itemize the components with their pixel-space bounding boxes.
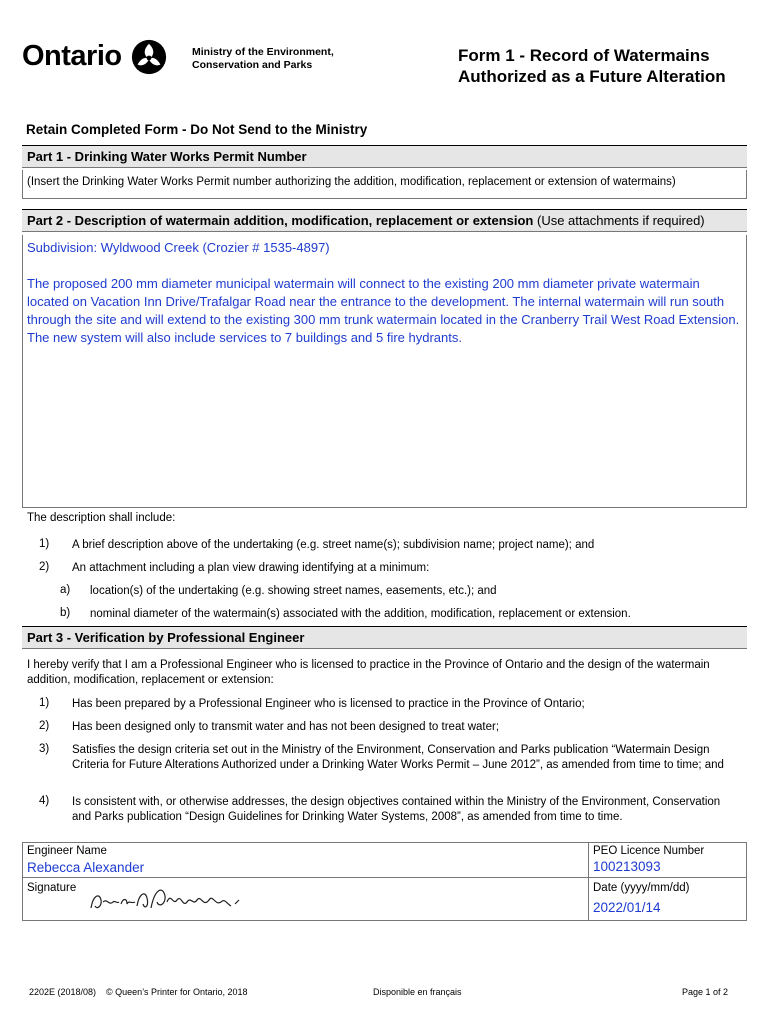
date-label: Date (yyyy/mm/dd) bbox=[593, 882, 690, 894]
signature-label: Signature bbox=[27, 882, 77, 894]
signature-cell[interactable] bbox=[22, 877, 589, 921]
part2-heading-note: (Use attachments if required) bbox=[537, 213, 705, 228]
part1-heading-text: Part 1 - Drinking Water Works Permit Number bbox=[27, 149, 307, 164]
part2-subitem-a-text: location(s) of the undertaking (e.g. showing street names, easements, etc.); and bbox=[90, 585, 497, 597]
engineer-name-value: Rebecca Alexander bbox=[27, 860, 145, 875]
part3-item-2-text: Has been designed only to transmit water and has not been designed to treat water; bbox=[72, 721, 500, 733]
part2-item-1-text: A brief description above of the undertaking (e.g. street name(s); subdivision name; project name); and bbox=[72, 539, 595, 551]
engineer-name-cell[interactable] bbox=[22, 842, 589, 878]
footer-form-code: 2202E (2018/08) bbox=[29, 987, 97, 997]
part2-subitem-a-number: a) bbox=[60, 584, 71, 596]
footer-page-number: Page 1 of 2 bbox=[682, 987, 729, 997]
shall-include-label: The description shall include: bbox=[27, 512, 176, 524]
part2-subitem-b-text: nominal diameter of the watermain(s) associated with the addition, modification, replacement or extension. bbox=[90, 608, 631, 620]
part3-heading bbox=[22, 626, 747, 649]
part3-item-4-number: 4) bbox=[39, 795, 50, 807]
form-title-line-2: Authorized as a Future Alteration bbox=[458, 67, 726, 86]
part3-heading-text: Part 3 - Verification by Professional Engineer bbox=[27, 630, 305, 645]
subdivision-text: Subdivision: Wyldwood Creek (Crozier # 1535-4897) bbox=[27, 240, 330, 255]
ministry-line-2: Conservation and Parks bbox=[192, 59, 313, 71]
footer-copyright: © Queen’s Printer for Ontario, 2018 bbox=[106, 987, 248, 997]
ontario-logo-text: Ontario bbox=[22, 40, 122, 72]
signature-image bbox=[85, 882, 255, 918]
footer-french: Disponible en français bbox=[373, 987, 462, 997]
part2-item-1-number: 1) bbox=[39, 538, 50, 550]
part3-intro: I hereby verify that I am a Professional Engineer who is licensed to practice in the Province of Ontario and the design of the watermain addition, modification, replacement or extension: bbox=[27, 659, 710, 686]
form-title-line-1: Form 1 - Record of Watermains bbox=[458, 46, 710, 65]
peo-licence-label: PEO Licence Number bbox=[593, 845, 705, 857]
part3-item-2-number: 2) bbox=[39, 720, 50, 732]
retain-notice: Retain Completed Form - Do Not Send to the Ministry bbox=[26, 122, 368, 137]
peo-licence-cell[interactable] bbox=[588, 842, 747, 878]
part3-item-3-text: Satisfies the design criteria set out in the Ministry of the Environment, Conservation and Parks publication “Watermain Design Criteria for Future Alterations Authorized under a Drinking Water Works Permit – June 2012”, as amended from time to time; and bbox=[72, 744, 724, 771]
part3-item-1-text: Has been prepared by a Professional Engineer who is licensed to practice in the Province of Ontario; bbox=[72, 698, 585, 710]
peo-licence-value: 100213093 bbox=[593, 859, 661, 874]
part2-heading bbox=[22, 209, 747, 232]
form-title bbox=[458, 45, 726, 87]
part2-item-2-number: 2) bbox=[39, 561, 50, 573]
trillium-logo-icon bbox=[130, 38, 168, 76]
part2-subitem-b-number: b) bbox=[60, 607, 71, 619]
part2-item-2-text: An attachment including a plan view drawing identifying at a minimum: bbox=[72, 562, 430, 574]
part3-item-1-number: 1) bbox=[39, 697, 50, 709]
date-cell[interactable] bbox=[588, 877, 747, 921]
part3-item-3-number: 3) bbox=[39, 743, 50, 755]
ministry-name bbox=[192, 46, 334, 72]
part3-item-4-text: Is consistent with, or otherwise addresses, the design objectives contained within the Ministry of the Environment, Conservation and Parks publication “Design Guidelines for Drinking Water Systems, 2008”, as amended from time to time. bbox=[72, 796, 721, 823]
part1-instruction: (Insert the Drinking Water Works Permit number authorizing the addition, modification, replacement or extension of watermains) bbox=[27, 176, 676, 188]
ministry-line-1: Ministry of the Environment, bbox=[192, 46, 334, 58]
date-value: 2022/01/14 bbox=[593, 900, 661, 915]
part1-heading bbox=[22, 145, 747, 168]
part2-heading-text: Part 2 - Description of watermain addition, modification, replacement or extension bbox=[27, 213, 534, 228]
permit-number-field[interactable] bbox=[22, 170, 747, 199]
description-text: The proposed 200 mm diameter municipal watermain will connect to the existing 200 mm diameter private watermain located on Vacation Inn Drive/Trafalgar Road near the entrance to the development. The internal watermain will run south through the site and will extend to the existing 300 mm trunk watermain located in the Cranberry Trail West Road Extension. The new system will also include services to 7 buildings and 5 fire hydrants. bbox=[27, 276, 740, 345]
engineer-name-label: Engineer Name bbox=[27, 845, 107, 857]
